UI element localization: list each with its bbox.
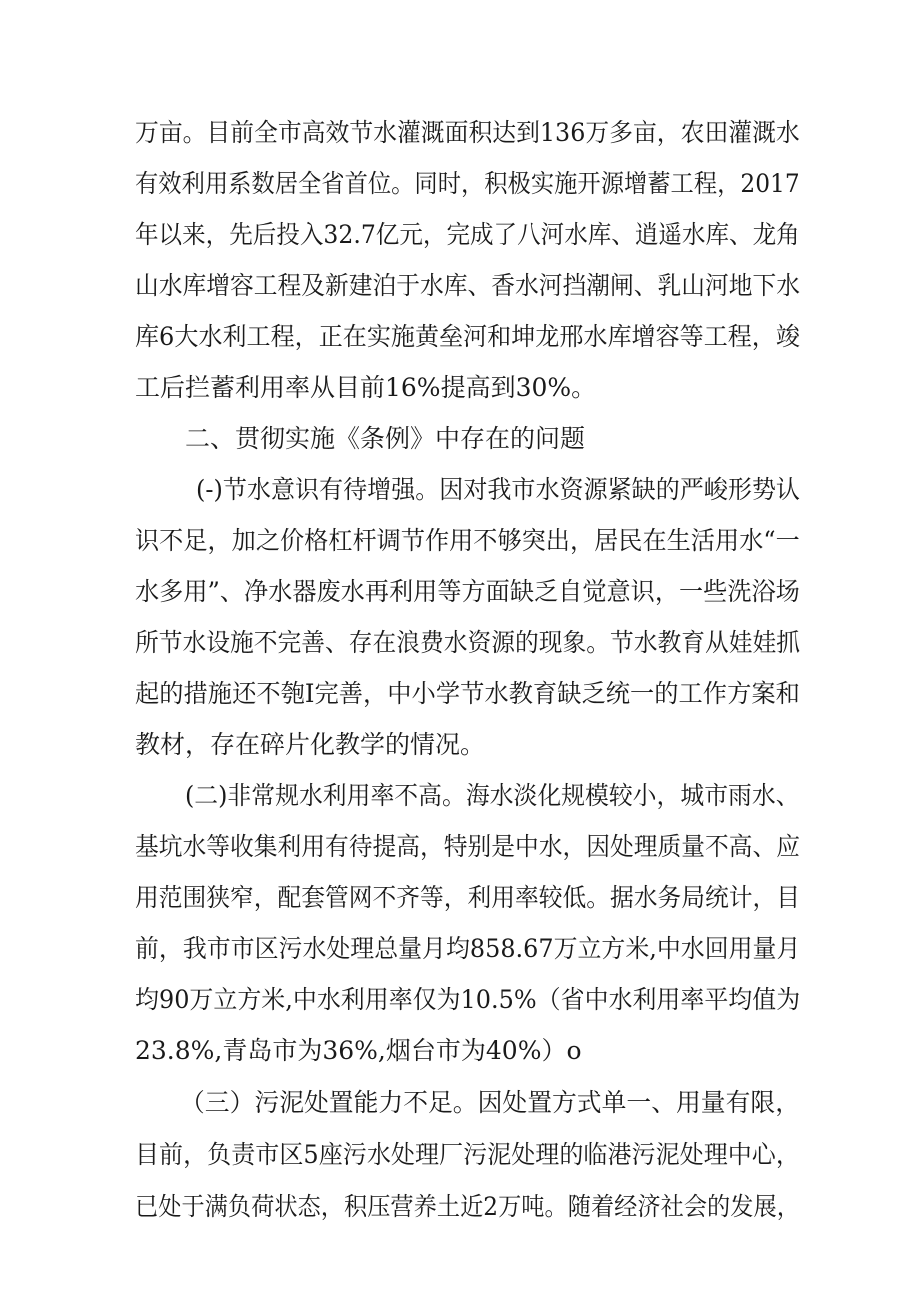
text-line-22: 已处于满负荷状态，积压营养土近2万吨。随着经济社会的发展，	[135, 1192, 800, 1221]
text-line-4: 山水库增容工程及新建泊于水库、香水河挡潮闸、乳山河地下水	[135, 271, 801, 300]
text-line-16: 用范围狭窄，配套管网不齐等，利用率较低。据水务局统计，目	[135, 883, 801, 912]
text-line-18: 均90万立方米,中水利用率仅为10.5%（省中水利用率平均值为	[135, 985, 801, 1014]
text-line-3: 年以来，先后投入32.7亿元，完成了八河水库、逍遥水库、龙角	[135, 220, 800, 249]
text-line-13: 教材，存在碎片化教学的情况。	[135, 730, 486, 759]
text-line-9: 识不足，加之价格杠杆调节作用不够突出，居民在生活用水“一	[135, 526, 800, 555]
text-line-6: 工后拦蓄利用率从目前16%提高到30%。	[135, 373, 597, 402]
text-line-15: 基坑水等收集利用有待提高，特别是中水，因处理质量不高、应	[135, 832, 801, 861]
text-line-5: 库6大水利工程，正在实施黄垒河和坤龙邢水库增容等工程，竣	[135, 322, 800, 351]
text-line-20: （三）污泥处置能力不足。因处置方式单一、用量有限，	[180, 1088, 801, 1117]
text-line-14: (二)非常规水利用率不高。海水淡化规模较小，城市雨水、	[185, 781, 800, 810]
text-line-17: 前，我市市区污水处理总量月均858.67万立方米,中水回用量月	[135, 934, 801, 963]
text-line-19: 23.8%,青岛市为36%,烟台市为40%）o	[135, 1036, 582, 1065]
text-line-2: 有效利用系数居全省首位。同时，积极实施开源增蓄工程，2017	[135, 169, 800, 198]
text-line-1: 万亩。目前全市高效节水灌溉面积达到136万多亩，农田灌溉水	[135, 118, 800, 147]
text-line-8: (-)节水意识有待增强。因对我市水资源紧缺的严峻形势认	[196, 475, 800, 504]
text-line-21: 目前，负责市区5座污水处理厂污泥处理的临港污泥处理中心，	[135, 1140, 800, 1169]
text-line-10: 水多用”、净水器废水再利用等方面缺乏自觉意识，一些洗浴场	[135, 577, 800, 606]
section-heading: 二、贯彻实施《条例》中存在的问题	[185, 424, 586, 453]
text-line-12: 起的措施还不匏I完善，中小学节水教育缺乏统一的工作方案和	[135, 679, 800, 708]
text-line-11: 所节水设施不完善、存在浪费水资源的现象。节水教育从娃娃抓	[135, 628, 801, 657]
